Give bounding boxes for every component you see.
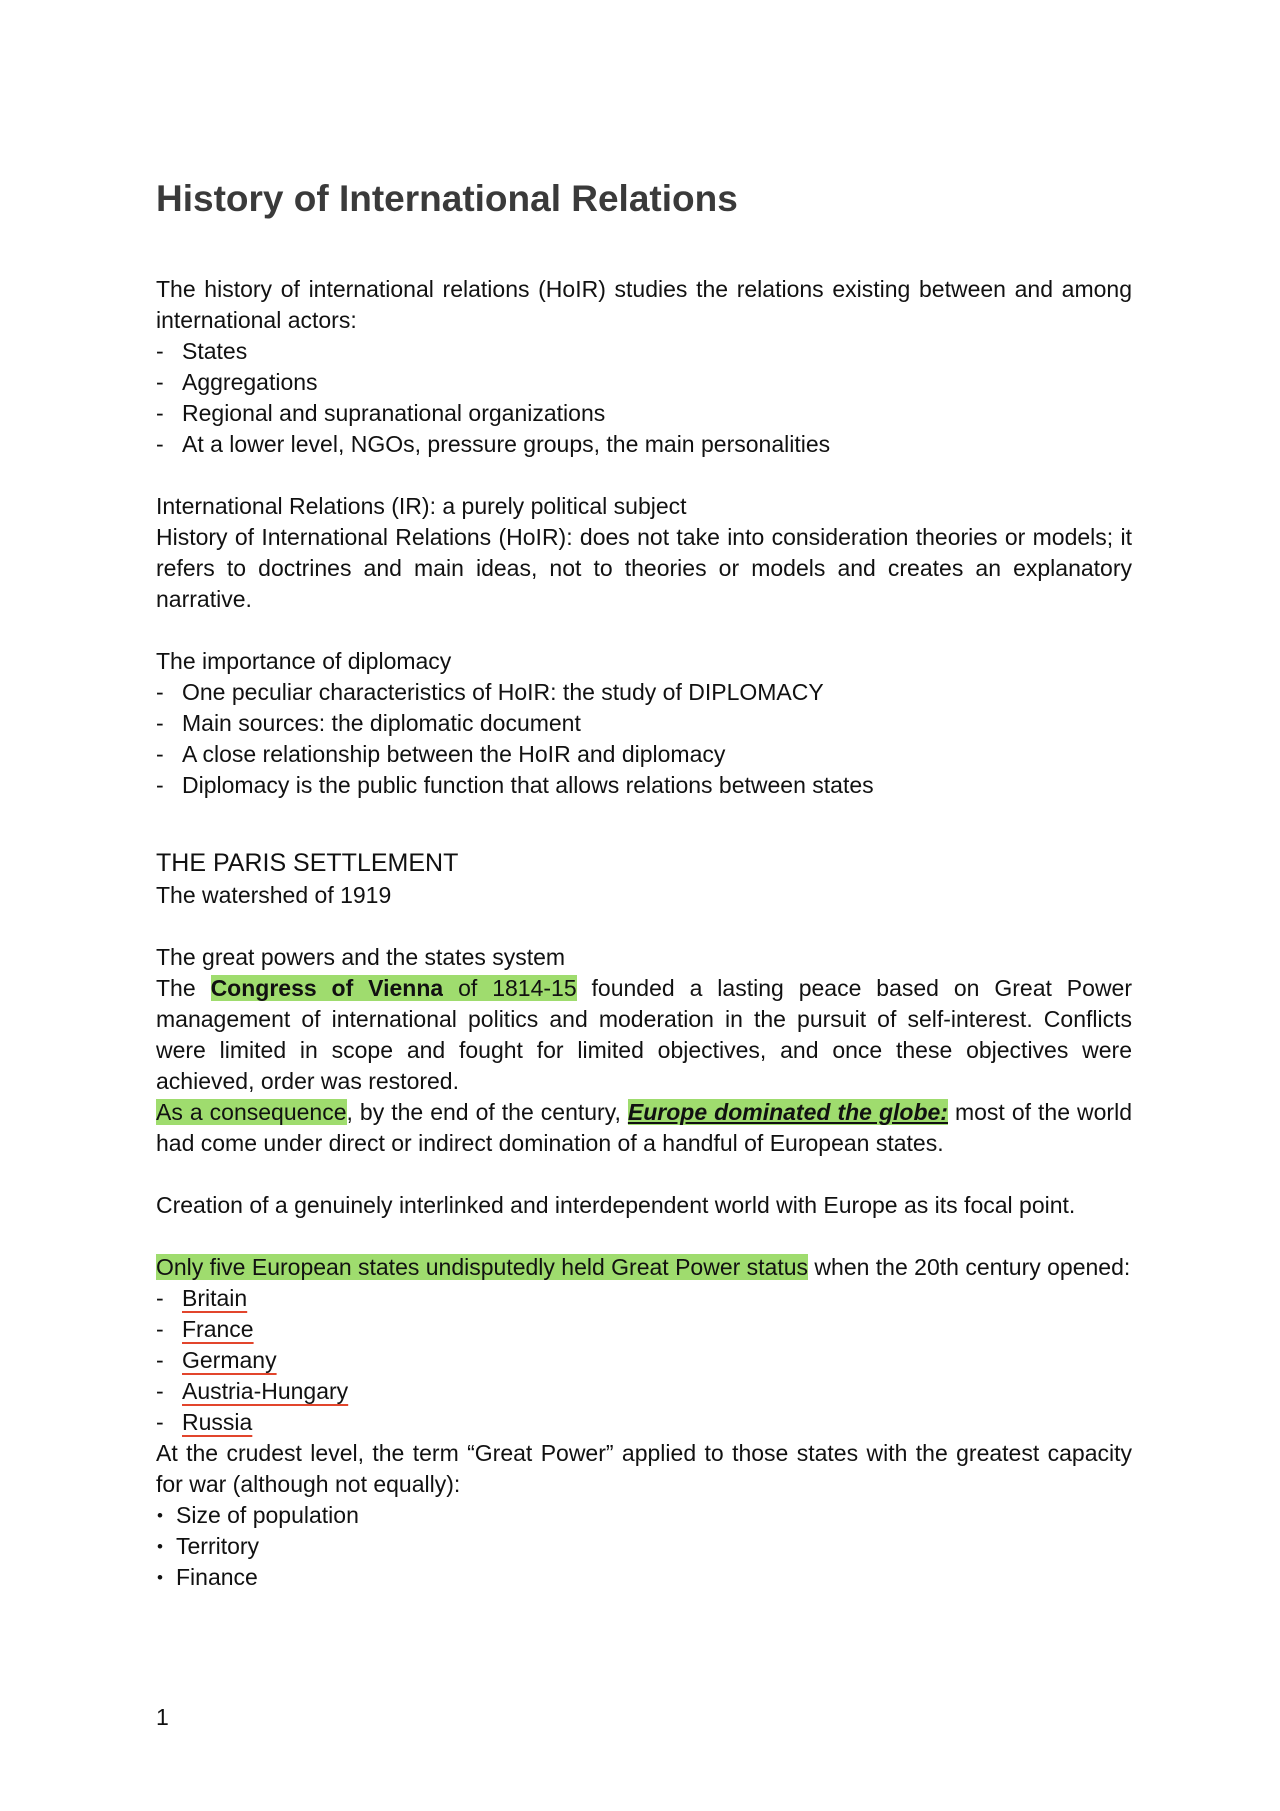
list-item: - A close relationship between the HoIR and diplomacy [156, 741, 726, 767]
highlight-congress-of-vienna: Congress of Vienna [210, 975, 444, 1001]
highlight-five-states: Only five European states undisputedly held Great Power status [156, 1254, 809, 1280]
page-number: 1 [156, 1704, 169, 1730]
highlight-europe-dominated: Europe dominated the globe: [627, 1099, 948, 1125]
interlinked-paragraph: Creation of a genuinely interlinked and interdependent world with Europe as its focal point. [156, 1192, 1076, 1218]
list-item: - Austria-Hungary [156, 1378, 349, 1404]
list-item: - Germany [156, 1347, 277, 1373]
list-item: • Finance [157, 1564, 258, 1590]
ir-definition: International Relations (IR): a purely political subject [156, 493, 687, 519]
great-power-definition: At the crudest level, the term “Great Power” applied to those states with the greatest capacity for war (although not equally): [156, 1440, 1132, 1497]
intro-paragraph: The history of international relations (HoIR) studies the relations existing between and among international actors: [156, 276, 1132, 333]
section-heading: THE PARIS SETTLEMENT [156, 849, 459, 877]
page-content [156, 176, 1132, 1593]
list-item: - Aggregations [156, 369, 318, 395]
highlight-date: of 1814-15 [443, 975, 577, 1001]
five-states-paragraph: Only five European states undisputedly held Great Power status when the 20th century opened: [156, 1254, 1131, 1280]
list-item: - States [156, 338, 248, 364]
list-item: - Russia [156, 1409, 253, 1435]
list-item: - At a lower level, NGOs, pressure groups, the main personalities [156, 431, 831, 457]
hoir-definition: History of International Relations (HoIR): does not take into consideration theories or models; it refers to doctrines and main ideas, not to theories or models and creates an explanatory narrative. [156, 524, 1132, 612]
vienna-paragraph: The Congress of Vienna of 1814-15 founded a lasting peace based on Great Power management of international politics and moderation in the pursuit of self-interest. Conflicts were limited in scope and fought for limited objectives, and once these objectives were achieved, order was restored. [156, 975, 1133, 1094]
section-subheading: The watershed of 1919 [156, 882, 392, 908]
list-item: - Britain [156, 1285, 248, 1311]
diplomacy-heading: The importance of diplomacy [156, 648, 452, 674]
list-item: • Territory [157, 1533, 260, 1559]
highlight-consequence: As a consequence [156, 1099, 347, 1125]
page-title: History of International Relations [156, 178, 738, 219]
list-item: - One peculiar characteristics of HoIR: the study of DIPLOMACY [156, 679, 824, 705]
list-item: - Regional and supranational organizations [156, 400, 606, 426]
capacities-list [156, 1500, 1132, 1593]
list-item: - France [156, 1316, 254, 1342]
states-list [156, 1283, 1132, 1438]
list-item: • Size of population [157, 1502, 359, 1528]
list-item: - Main sources: the diplomatic document [156, 710, 581, 736]
diplomacy-list [156, 677, 1132, 801]
actors-list [156, 336, 1132, 460]
consequence-paragraph: As a consequence, by the end of the century, Europe dominated the globe: most of the world had come under direct or indirect domination of a handful of European states. [156, 1099, 1132, 1156]
great-powers-heading: The great powers and the states system [156, 944, 566, 970]
list-item: - Diplomacy is the public function that allows relations between states [156, 772, 874, 798]
